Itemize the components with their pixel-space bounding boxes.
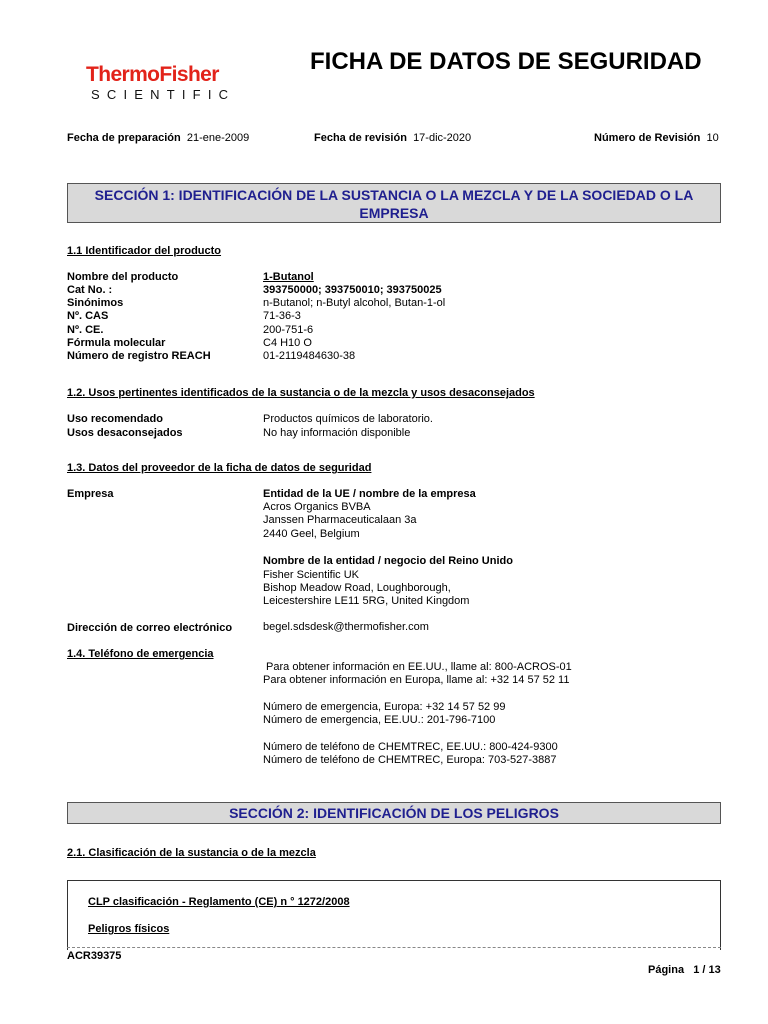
product-name-label: Nombre del producto <box>67 271 179 283</box>
page-number: Página 1 / 13 <box>648 964 721 976</box>
email-value[interactable]: begel.sdsdesk@thermofisher.com <box>263 621 429 633</box>
eu-address-line: Acros Organics BVBA <box>263 501 371 513</box>
subsection-1-4: 1.4. Teléfono de emergencia <box>67 648 214 660</box>
eu-entity-heading: Entidad de la UE / nombre de la empresa <box>263 488 476 500</box>
section-1-title-line2: EMPRESA <box>359 205 429 221</box>
subsection-1-3: 1.3. Datos del proveedor de la ficha de datos de seguridad <box>67 462 372 474</box>
subsection-1-1: 1.1 Identificador del producto <box>67 245 222 257</box>
document-title: FICHA DE DATOS DE SEGURIDAD <box>310 48 702 75</box>
subsection-1-2: 1.2. Usos pertinentes identificados de la sustancia o de la mezcla y usos desaconsejados <box>67 387 535 399</box>
phone-line: Número de emergencia, EE.UU.: 201-796-7100 <box>263 714 496 726</box>
revision-date-value: 17-dic-2020 <box>413 132 472 144</box>
synonyms-value: n-Butanol; n-Butyl alcohol, Butan-1-ol <box>263 297 446 309</box>
preparation-date <box>67 131 249 145</box>
formula-label: Fórmula molecular <box>67 337 166 349</box>
email-label: Dirección de correo electrónico <box>67 622 233 634</box>
synonyms-label: Sinónimos <box>67 297 124 309</box>
phone-line: Para obtener información en EE.UU., llame al: 800-ACROS-01 <box>263 661 572 673</box>
uk-address-line: Bishop Meadow Road, Loughborough, <box>263 582 451 594</box>
uk-entity-heading: Nombre de la entidad / negocio del Reino Unido <box>263 555 513 567</box>
ec-value: 200-751-6 <box>263 324 314 336</box>
clp-classification-box <box>67 880 721 950</box>
recommended-use-value: Productos químicos de laboratorio. <box>263 413 433 425</box>
phone-line: Número de teléfono de CHEMTREC, Europa: 703-527-3887 <box>263 754 557 766</box>
reach-value: 01-2119484630-38 <box>263 350 356 362</box>
revision-number <box>594 131 719 145</box>
phone-line: Número de emergencia, Europa: +32 14 57 52 99 <box>263 701 506 713</box>
eu-address-line: Janssen Pharmaceuticalaan 3a <box>263 514 417 526</box>
footer-divider <box>67 947 721 948</box>
product-name-value: 1-Butanol <box>263 271 314 283</box>
company-label: Empresa <box>67 488 114 500</box>
section-1-header <box>67 183 721 223</box>
revision-date-label: Fecha de revisión <box>314 132 407 144</box>
ec-label: Nº. CE. <box>67 324 104 336</box>
uk-address-line: Fisher Scientific UK <box>263 569 359 581</box>
preparation-date-label: Fecha de preparación <box>67 132 181 144</box>
revision-date <box>314 131 471 145</box>
section-1-title-line1: SECCIÓN 1: IDENTIFICACIÓN DE LA SUSTANCIA O LA MEZCLA Y DE LA SOCIEDAD O LA <box>94 187 694 203</box>
preparation-date-value: 21-ene-2009 <box>186 132 250 144</box>
recommended-use-label: Uso recomendado <box>67 413 163 425</box>
document-code: ACR39375 <box>67 950 122 962</box>
section-2-title: SECCIÓN 2: IDENTIFICACIÓN DE LOS PELIGROS <box>229 805 559 821</box>
scientific-logo-text: SCIENTIFIC <box>91 87 236 102</box>
uses-advised-against-value: No hay información disponible <box>263 427 411 439</box>
formula-value: C4 H10 O <box>263 337 312 349</box>
revision-number-value: 10 <box>706 132 719 144</box>
phone-line: Número de teléfono de CHEMTREC, EE.UU.: 800-424-9300 <box>263 741 558 753</box>
eu-address-line: 2440 Geel, Belgium <box>263 528 360 540</box>
cat-no-value: 393750000; 393750010; 393750025 <box>263 284 442 296</box>
phone-line: Para obtener información en Europa, llame al: +32 14 57 52 11 <box>263 674 570 686</box>
section-2-header <box>67 802 721 824</box>
cat-no-label: Cat No. : <box>67 284 113 296</box>
subsection-2-1: 2.1. Clasificación de la sustancia o de la mezcla <box>67 847 316 859</box>
cas-label: Nº. CAS <box>67 310 109 322</box>
uses-advised-against-label: Usos desaconsejados <box>67 427 183 439</box>
cas-value: 71-36-3 <box>263 310 301 322</box>
uk-address-line: Leicestershire LE11 5RG, United Kingdom <box>263 595 470 607</box>
physical-hazards-heading: Peligros físicos <box>88 923 170 935</box>
reach-label: Número de registro REACH <box>67 350 211 362</box>
thermofisher-logo: ThermoFisher <box>86 63 219 86</box>
clp-classification-heading: CLP clasificación - Reglamento (CE) n ° 1272/2008 <box>88 896 350 908</box>
revision-number-label: Número de Revisión <box>594 132 701 144</box>
